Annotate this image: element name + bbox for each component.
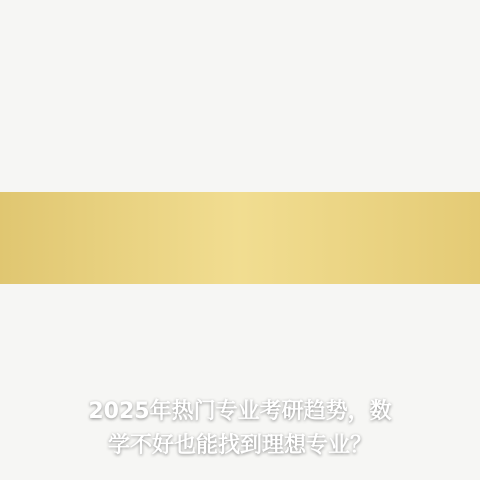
banner-title-line-2: 学不好也能找到理想专业？ (107, 433, 372, 458)
article-title-banner[interactable] (0, 192, 480, 458)
banner-title-line-1: 2025年热门专业考研趋势，数 (88, 399, 392, 424)
